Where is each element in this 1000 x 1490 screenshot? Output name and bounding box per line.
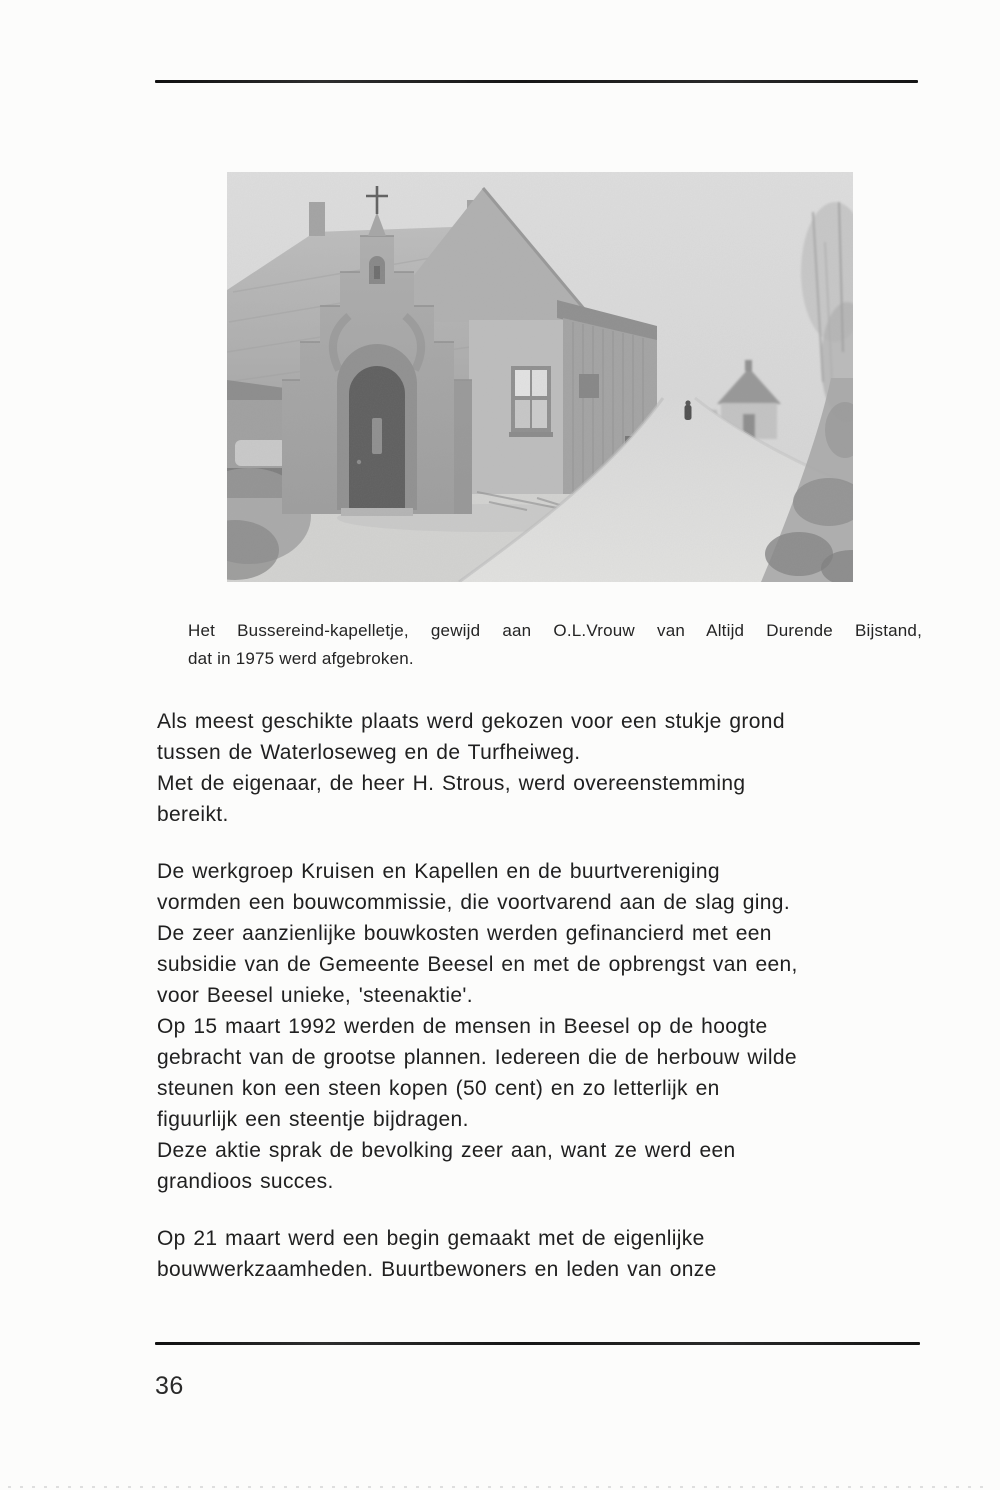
body-text-line: De werkgroep Kruisen en Kapellen en de buurtvereniging (157, 860, 720, 883)
chapel-photo (227, 172, 853, 582)
body-text-line: tussen de Waterloseweg en de Turfheiweg. (157, 741, 581, 764)
body-paragraph (157, 856, 937, 1197)
page-number: 36 (155, 1372, 184, 1400)
body-text-line: figuurlijk een steentje bijdragen. (157, 1108, 469, 1131)
body-text-line: grandioos succes. (157, 1170, 334, 1193)
caption-line-2: dat in 1975 werd afgebroken. (188, 649, 414, 668)
caption-line-1: Het Bussereind-kapelletje, gewijd aan O.L.Vrouw van Altijd Durende Bijstand, (188, 621, 922, 640)
body-text-line: voor Beesel unieke, 'steenaktie'. (157, 984, 473, 1007)
body-text-line: Met de eigenaar, de heer H. Strous, werd overeenstemming (157, 772, 746, 795)
bottom-rule (155, 1342, 920, 1345)
body-text-line: gebracht van de grootse plannen. Iedereen die de herbouw wilde (157, 1046, 797, 1069)
scan-edge-artifact (8, 1486, 992, 1488)
body-text-line: De zeer aanzienlijke bouwkosten werden gefinancierd met een (157, 922, 772, 945)
body-text-line: vormden een bouwcommissie, die voortvarend aan de slag ging. (157, 891, 791, 914)
body-text-line: bereikt. (157, 803, 229, 826)
body-text-line: subsidie van de Gemeente Beesel en met de opbrengst van een, (157, 953, 798, 976)
body-text-line: Deze aktie sprak de bevolking zeer aan, want ze werd een (157, 1139, 736, 1162)
body-paragraph (157, 706, 937, 830)
body-text (157, 706, 937, 1311)
body-text-line: Op 15 maart 1992 werden de mensen in Beesel op de hoogte (157, 1015, 768, 1038)
photo-caption (188, 617, 922, 673)
top-rule (155, 80, 918, 83)
body-paragraph (157, 1223, 937, 1285)
body-text-line: Op 21 maart werd een begin gemaakt met de eigenlijke (157, 1227, 705, 1250)
body-text-line: Als meest geschikte plaats werd gekozen voor een stukje grond (157, 710, 785, 733)
photo-grain (227, 172, 853, 582)
chapel-photo-graphic (227, 172, 853, 582)
body-text-line: bouwwerkzaamheden. Buurtbewoners en leden van onze (157, 1258, 717, 1281)
body-text-line: steunen kon een steen kopen (50 cent) en zo letterlijk en (157, 1077, 720, 1100)
